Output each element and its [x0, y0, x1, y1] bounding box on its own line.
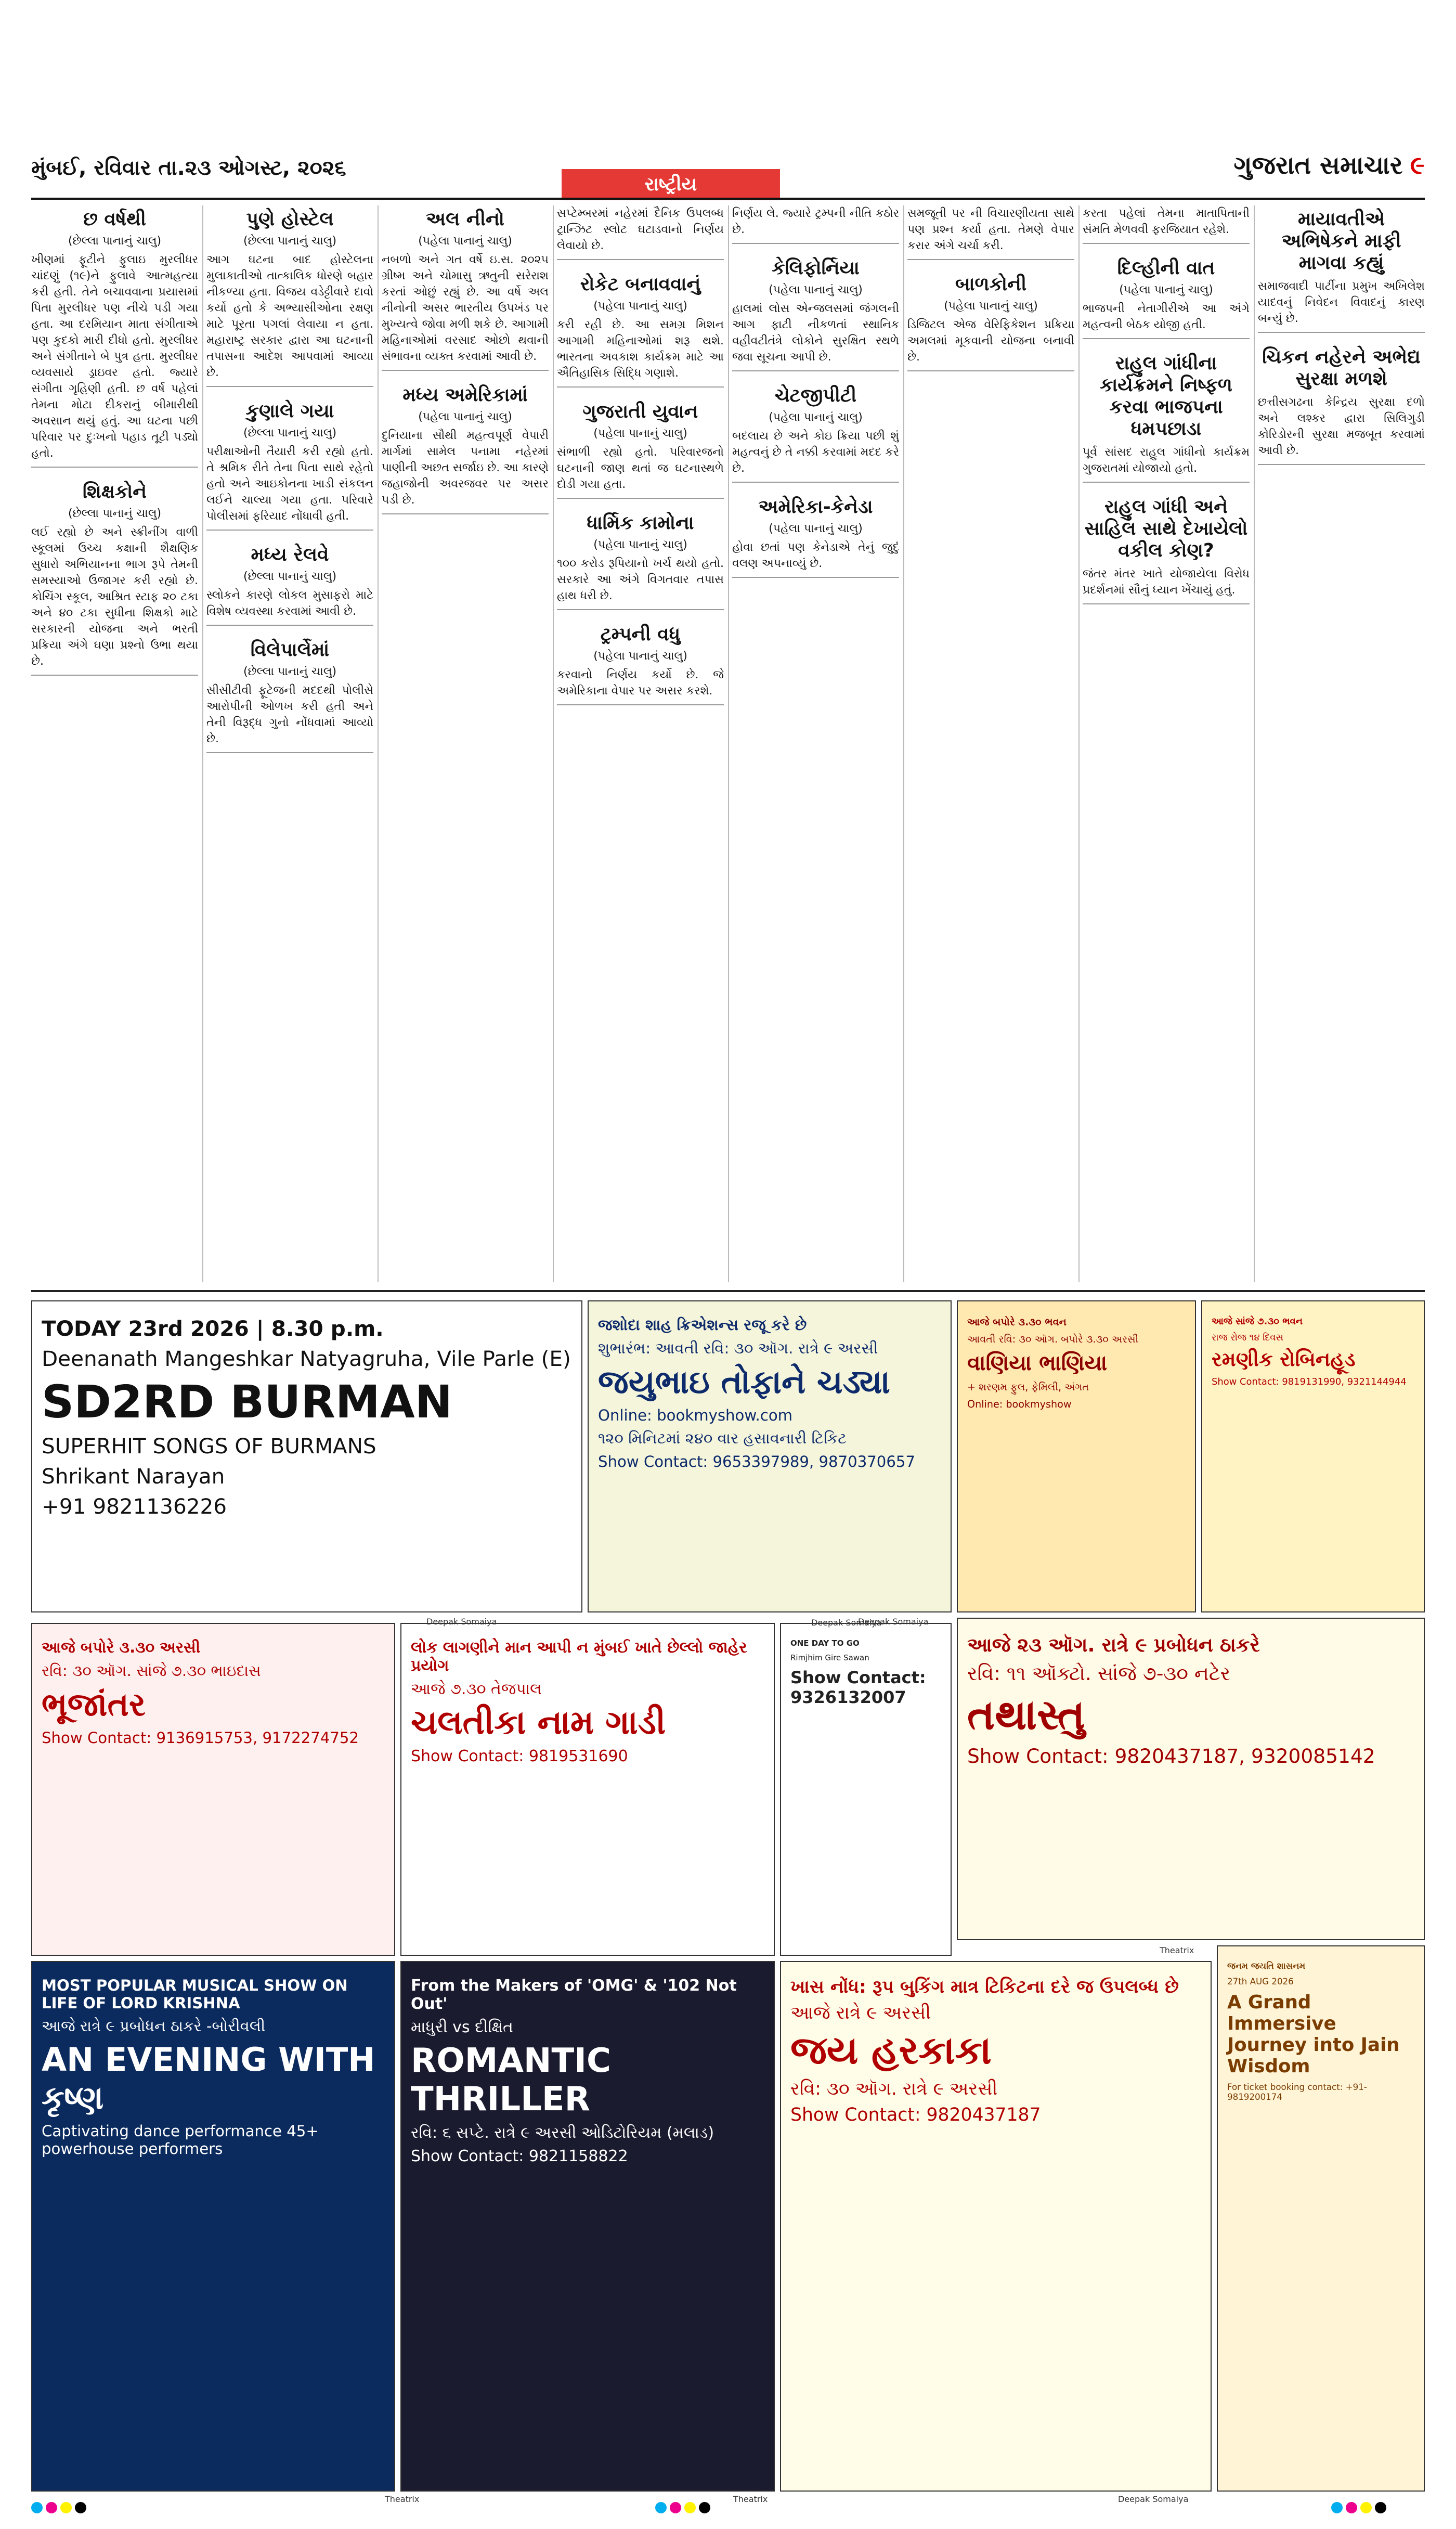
news-story — [557, 512, 724, 610]
advertisement-a8 — [780, 1623, 952, 1956]
story-headline: કેલિફોર્નિયા — [772, 257, 860, 279]
registration-dot — [1331, 2502, 1343, 2513]
news-story — [557, 274, 724, 388]
ad-text-line: આજે બપોરે ૩.૩૦ અરસી — [42, 1638, 201, 1656]
news-story — [382, 209, 549, 371]
news-story — [31, 481, 198, 676]
ad-text-line: શુભારંભ: આવતી રવિ: ૩૦ ઑગ. રાત્રે ૯ અરસી — [598, 1339, 878, 1357]
story-continuation-note: (પહેલા પાનાનું ચાલુ) — [769, 283, 863, 296]
story-divider — [557, 704, 724, 705]
ad-text-line: +91 9821136226 — [42, 1494, 227, 1519]
ad-text-line: Show Contact: 9821158822 — [411, 2147, 628, 2165]
story-body: સપ્ટેમ્બરમાં નહેરમાં દૈનિક ઉપલબ્ધ ટ્રાન્ઝિટ સ્લોટ ઘટાડવાનો નિર્ણય લેવાયો છે. — [557, 207, 724, 252]
story-headline: શિક્ષકોને — [82, 481, 147, 502]
registration-dot — [655, 2502, 667, 2513]
story-divider — [907, 370, 1074, 371]
ad-agency-credit: Deepak Somaiya — [1118, 2494, 1189, 2504]
dateline: મુંબઈ, રવિવાર તા.૨૩ ઓગસ્ટ, ૨૦૨૬ — [31, 156, 346, 180]
ad-text-line: લોક લાગણીને માન આપી ન મુંબઈ ખાતે છેલ્લો જાહેર પ્રયોગ — [411, 1638, 747, 1675]
ad-text-line: From the Makers of 'OMG' & '102 Not Out' — [411, 1977, 737, 2013]
story-continuation-note: (છેલ્લા પાનાનું ચાલુ) — [68, 507, 162, 520]
advertisement-a12 — [1217, 1945, 1425, 2492]
story-continuation-note: (છેલ્લા પાનાનું ચાલુ) — [243, 665, 337, 678]
ad-text-line: રાજ રોજ ૧૪ દિવસ — [1212, 1332, 1283, 1343]
news-column — [31, 205, 198, 1282]
ad-text-line: ૧૨૦ મિનિટમાં ૨૪૦ વાર હસાવનારી ટિકિટ — [598, 1429, 847, 1447]
registration-dot — [684, 2502, 696, 2513]
ad-text-line: જય હરકાકા — [790, 2029, 992, 2073]
news-column — [732, 205, 899, 1282]
advertisement-a7 — [400, 1623, 775, 1956]
story-headline: ધાર્મિક કામોના — [587, 512, 694, 534]
ad-text-line: Shrikant Narayan — [42, 1464, 225, 1489]
story-continuation-note: (પહેલા પાનાનું ચાલુ) — [418, 410, 512, 423]
ad-text-line: વાણિયા ભાણિયા — [967, 1350, 1108, 1375]
story-divider — [1083, 243, 1250, 244]
story-headline: પુણે હોસ્ટેલ — [246, 209, 334, 230]
news-story — [1258, 346, 1425, 465]
story-divider — [382, 513, 549, 514]
story-body: ખીણમાં ફૂટીને ફુલાઇ મુરલીધર ચાંદણું (૧૯)ને ફુલાવે આત્મહત્યા કરી હતી. તેને બચાવવાના પ્રયાસમાં પિતા મુરલીધર પણ નીચે પડી ગયા હતા. આ દરમિયાન માતા સંગીતાએ પણ કુદકો મારી દીધો હતો. મુરલીધર અને સંગીતાને બે પુત્ર હતા. મુરલીધર વ્યવસાયે ડ્રાઇવર હતો. જ્યારે સંગીતા ગૃહિણી હતી. છ વર્ષ પહેલાં તેમના મોટા દીકરાનું બીમારીથી અવસાન થયું હતું. આ ઘટના પછી પરિવાર પર દુઃખનો પહાડ તૂટી પડ્યો હતો. — [31, 253, 198, 460]
ad-text-line: Show Contact: 9326132007 — [790, 1668, 926, 1707]
registration-dot — [31, 2502, 43, 2513]
story-body: કરી રહી છે. આ સમગ્ર મિશન આગામી મહિનાઓમાં શરૂ થશે. ભારતના અવકાશ કાર્યક્રમ માટે આ ઐતિહાસિક સિદ્ધિ ગણાશે. — [557, 318, 724, 380]
advertisement-a2 — [588, 1300, 952, 1612]
ad-agency-credit: Deepak Somaiya — [858, 1617, 929, 1627]
story-body: પરીક્ષાઓની તૈયારી કરી રહ્યો હતો. તે શ્રમિક રીતે તેના પિતા સાથે રહેતો હતો અને આઇકોનના ખાડી સંકલન લઈને ચાલ્યા ગયા હતા. પરિવારે પોલીસમાં ફરિયાદ નોંધાવી હતી. — [206, 445, 373, 523]
advertisement-a4 — [1201, 1300, 1425, 1612]
story-continuation-note: (છેલ્લા પાનાનું ચાલુ) — [243, 427, 337, 440]
story-continuation-note: (પહેલા પાનાનું ચાલુ) — [418, 235, 512, 248]
news-column — [382, 205, 549, 1282]
story-continuation-note: (પહેલા પાનાનું ચાલુ) — [944, 300, 1038, 313]
advertisement-a10 — [31, 1961, 395, 2492]
ad-agency-credit: Deepak Somaiya — [811, 1618, 882, 1628]
ad-text-line: રમણીક રોબિનહૂડ — [1212, 1348, 1356, 1371]
ad-text-line: Rimjhim Gire Sawan — [790, 1653, 869, 1662]
ad-text-line: રવિ: ૬ સપ્ટે. રાત્રે ૯ અરસી ઓડિટોરિયમ (મલાડ) — [411, 2124, 714, 2142]
story-divider — [557, 259, 724, 260]
ads-divider — [31, 1290, 1425, 1292]
ad-text-line: આજે સાંજે ૭.૩૦ ભવન — [1212, 1316, 1303, 1327]
advertisement-a9 — [780, 1961, 1212, 2492]
story-body: હાલમાં લોસ એન્જલસમાં જંગલની આગ ફાટી નીકળતાં સ્થાનિક વહીવટીતંત્રે લોકોને સુરક્ષિત સ્થળે જવા સૂચના આપી છે. — [732, 302, 899, 364]
ad-text-line: માધુરી vs દીક્ષિત — [411, 2018, 513, 2036]
story-continuation-note: (પહેલા પાનાનું ચાલુ) — [769, 411, 863, 424]
story-divider — [732, 370, 899, 371]
news-column — [557, 205, 724, 1282]
story-body: હોવા છતાં પણ કેનેડાએ તેનું જુદું વલણ અપનાવ્યું છે. — [732, 541, 899, 570]
ad-text-line: Show Contact: 9819531690 — [411, 1747, 628, 1765]
story-headline: ટ્રમ્પની વધુ — [600, 624, 681, 645]
registration-mark-group — [31, 2502, 89, 2515]
news-story — [206, 401, 373, 531]
ad-text-line: જયુભાઇ તોફાને ચડ્યા — [598, 1363, 890, 1401]
ad-text-line: જશોદા શાહ ક્રિએશન્સ રજૂ કરે છે — [598, 1316, 807, 1334]
ad-text-line: For ticket booking contact: +91-9819200174 — [1227, 2082, 1367, 2102]
story-continuation-note: (પહેલા પાનાનું ચાલુ) — [593, 300, 687, 313]
ad-text-line: આજે બપોરે ૩.૩૦ ભવન — [967, 1316, 1067, 1328]
news-story — [732, 385, 899, 483]
story-divider — [557, 386, 724, 388]
news-story — [206, 544, 373, 626]
story-divider — [732, 577, 899, 578]
news-story — [1083, 257, 1250, 339]
advertisement-a11 — [400, 1961, 775, 2492]
ad-text-line: A Grand Immersive Journey into Jain Wisdom — [1227, 1992, 1400, 2077]
story-divider — [732, 243, 899, 244]
registration-mark-group — [655, 2502, 713, 2515]
story-body: ભાજપની નેતાગીરીએ આ અંગે મહત્વની બેઠક યોજી હતી. — [1083, 302, 1250, 331]
registration-dot — [699, 2502, 710, 2513]
color-registration-marks — [31, 2502, 1425, 2518]
masthead-title: ગુજરાત સમાચાર — [1233, 151, 1403, 180]
news-story — [732, 205, 899, 244]
news-story — [31, 209, 198, 468]
news-story — [206, 639, 373, 753]
ad-text-line: Show Contact: 9653397989, 9870370657 — [598, 1453, 916, 1470]
story-body: લઈ રહ્યો છે અને સ્ક્રીનીંગ વાળી સ્કૂલમાં ઉચ્ચ કક્ષાની શૈક્ષણિક સુધારો અભિયાનના ભાગ રૂપે તેમની સમસ્યાઓ ઉજાગર કરી રહ્યો છે. કોચિંગ સ્કૂલ, આશ્રિત સ્ટાફ ૨૦ ટકા અને ૪૦ ટકા સુધીના શિક્ષકો માટે સરકારની યોજના અને ભરતી પ્રક્રિયા અંગે ઘણા પ્રશ્નો ઉભા થયા છે. — [31, 526, 198, 668]
story-body: દુનિયાના સૌથી મહત્વપૂર્ણ વેપારી માર્ગમાં સામેલ પનામા નહેરમાં પાણીની અછત સર્જાઇ છે. આ કારણે જહાજોની અવરજવર પર અસર પડી છે. — [382, 429, 549, 507]
news-story — [557, 205, 724, 260]
story-headline: રાહુલ ગાંધી અને સાહિલ સાથે દેખાયેલો વકીલ કોણ? — [1084, 496, 1248, 561]
news-story — [1083, 205, 1250, 244]
ad-text-line: Show Contact: 9820437187 — [790, 2105, 1041, 2125]
story-body: નબળો અને ગત વર્ષે ઇ.સ. ૨૦૨૫ ગ્રીષ્મ અને ચોમાસુ ઋતુની સરેરાશ કરતાં ઓછું રહ્યું છે. આ વર્ષે અલ નીનોની અસર ભારતીય ઉપખંડ પર મુખ્યત્વે જોવા મળી શકે છે. આગામી મહિનાઓમાં વરસાદ ઓછો થવાની સંભાવના વ્યક્ત કરવામાં આવી છે. — [382, 253, 549, 363]
story-divider — [31, 467, 198, 468]
story-body: સ્લોકને કારણે લોકલ મુસાફરો માટે વિશેષ વ્યવસ્થા કરવામાં આવી છે. — [206, 589, 373, 618]
news-story — [1258, 209, 1425, 333]
ad-text-line: Captivating dance performance 45+ powerhouse performers — [42, 2122, 319, 2158]
story-continuation-note: (પહેલા પાનાનું ચાલુ) — [1119, 283, 1213, 296]
story-divider — [557, 609, 724, 610]
story-body: બદલાય છે અને કોઇ ક્રિયા પછી શું મહત્વનું છે તે નક્કી કરવામાં મદદ કરે છે. — [732, 430, 899, 475]
column-separator — [1078, 205, 1080, 1282]
ad-text-line: તથાસ્તુ — [967, 1691, 1085, 1739]
ad-text-line: રવિ: ૩૦ ઑગ. રાત્રે ૯ અરસી — [790, 2079, 998, 2099]
story-headline: મધ્ય અમેરિકામાં — [402, 384, 528, 406]
news-story — [907, 205, 1074, 260]
story-headline: ચેટજીપીટી — [774, 385, 857, 406]
advertisement-a1 — [31, 1300, 582, 1612]
ad-text-line: ખાસ નોંધ: રૂપ બુકિંગ માત્ર ટિકિટના દરે જ ઉપલબ્ધ છે — [790, 1977, 1179, 1997]
story-body: કરતા પહેલાં તેમના માતાપિતાની સંમતિ મેળવવી ફરજિયાત રહેશે. — [1083, 207, 1250, 236]
story-continuation-note: (છેલ્લા પાનાનું ચાલુ) — [243, 235, 337, 248]
story-headline: બાળકોની — [955, 274, 1027, 295]
story-continuation-note: (પહેલા પાનાનું ચાલુ) — [593, 427, 687, 440]
ad-text-line: SD2RD BURMAN — [42, 1376, 453, 1428]
news-story — [732, 496, 899, 578]
ad-text-line: Show Contact: 9136915753, 9172274752 — [42, 1729, 359, 1747]
registration-dot — [46, 2502, 57, 2513]
story-headline: રાહુલ ગાંધીના કાર્યક્રમને નિષ્ફળ કરવા ભાજપના ધમપછાડા — [1100, 353, 1232, 440]
story-divider — [1083, 603, 1250, 604]
news-column — [1083, 205, 1250, 1282]
advertisement-a6 — [31, 1623, 395, 1956]
story-continuation-note: (પહેલા પાનાનું ચાલુ) — [769, 522, 863, 535]
story-continuation-note: (પહેલા પાનાનું ચાલુ) — [593, 538, 687, 551]
story-body: ૧૦૦ કરોડ રૂપિયાનો ખર્ચ થયો હતો. સરકારે આ અંગે વિગતવાર તપાસ હાથ ધરી છે. — [557, 557, 724, 602]
story-body: ડિજિટલ એજ વેરિફિકેશન પ્રક્રિયા અમલમાં મૂકવાની યોજના બનાવી છે. — [907, 318, 1074, 364]
header-rule — [31, 198, 1425, 200]
story-divider — [907, 259, 1074, 260]
ad-text-line: 27th AUG 2026 — [1227, 1977, 1294, 1986]
story-divider — [382, 370, 549, 371]
section-label: રાષ્ટ્રીય — [562, 169, 780, 200]
newspaper-page — [31, 0, 1425, 2529]
story-body: સમજૂતી પર ની વિચારણીયતા સાથે પણ પ્રશ્ન કર્યા હતા. તેમણે વેપાર કરાર અંગે ચર્ચા કરી. — [907, 207, 1074, 252]
ad-text-line: ONE DAY TO GO — [790, 1638, 860, 1648]
ad-text-line: MOST POPULAR MUSICAL SHOW ON LIFE OF LORD KRISHNA — [42, 1977, 348, 2012]
story-divider — [1083, 482, 1250, 483]
ad-agency-credit: Deepak Somaiya — [426, 1617, 497, 1627]
column-separator — [202, 205, 203, 1282]
column-separator — [1254, 205, 1255, 1282]
column-separator — [553, 205, 554, 1282]
ad-text-line: Online: bookmyshow — [967, 1398, 1072, 1410]
ad-agency-credit: Theatrix — [385, 2494, 420, 2504]
news-story — [206, 209, 373, 387]
news-story — [907, 274, 1074, 371]
story-divider — [206, 625, 373, 626]
story-continuation-note: (છેલ્લા પાનાનું ચાલુ) — [68, 235, 162, 248]
story-divider — [732, 482, 899, 483]
story-headline: માયાવતીએ અભિષેકને માફી માગવા કહ્યું — [1281, 209, 1401, 274]
story-headline: મધ્ય રેલવે — [251, 544, 329, 565]
story-body: આગ ઘટના બાદ હોસ્ટેલના મુલાકાતીઓ તાત્કાલિક ધોરણે બહાર નીકળ્યા હતા. વિજય વડેટ્ટીવારે દાવો કર્યો હતો કે અભ્યાસીઓના રક્ષણ માટે પૂરતા પગલાં લેવાયા ન હતા. મહારાષ્ટ્ર સરકાર દ્વારા આ ઘટનાની તપાસના આદેશ આપવામાં આવ્યા છે. — [206, 253, 373, 379]
story-divider — [1258, 332, 1425, 333]
ad-text-line: આજે ૭.૩૦ તેજપાલ — [411, 1680, 542, 1698]
news-column — [206, 205, 373, 1282]
story-divider — [31, 675, 198, 676]
story-headline: રોકેટ બનાવવાનું — [580, 274, 701, 295]
story-continuation-note: (પહેલા પાનાનું ચાલુ) — [593, 650, 687, 663]
ad-text-line: SUPERHIT SONGS OF BURMANS — [42, 1434, 376, 1459]
story-headline: દિલ્હીની વાત — [1117, 257, 1215, 279]
news-story — [732, 257, 899, 371]
advertisement-a3 — [957, 1300, 1196, 1612]
column-separator — [903, 205, 904, 1282]
story-body: પૂર્વ સાંસદ રાહુલ ગાંધીનો કાર્યક્રમ ગુજરાતમાં યોજાયો હતો. — [1083, 446, 1250, 475]
news-story — [1083, 496, 1250, 604]
ad-agency-credit: Theatrix — [733, 2494, 768, 2504]
ad-text-line: આવતી રવિ: ૩૦ ઑગ. બપોરે ૩.૩૦ અરસી — [967, 1333, 1139, 1345]
ad-text-line: Deenanath Mangeshkar Natyagruha, Vile Parle (E) — [42, 1346, 571, 1371]
news-story — [1083, 353, 1250, 483]
news-column — [907, 205, 1074, 1282]
story-divider — [206, 752, 373, 753]
registration-mark-group — [1331, 2502, 1389, 2515]
story-body: છત્તીસગઢના કેન્દ્રિય સુરક્ષા દળો અને લશ્કર દ્વારા સિલિગુડી કોરિડોરની સુરક્ષા મજબૂત કરવામાં આવી છે. — [1258, 396, 1425, 457]
registration-dot — [670, 2502, 681, 2513]
news-story — [382, 384, 549, 514]
story-body: સંભાળી રહ્યો હતો. પરિવારજનો ઘટનાની જાણ થતાં જ ઘટનાસ્થળે દોડી ગયા હતા. — [557, 446, 724, 491]
advertisement-a5 — [957, 1618, 1425, 1940]
story-body: સમાજવાદી પાર્ટીના પ્રમુખ અખિલેશ યાદવનું નિવેદન વિવાદનું કારણ બન્યું છે. — [1258, 280, 1425, 325]
registration-dot — [1346, 2502, 1357, 2513]
ad-text-line: આજે રાત્રે ૯ પ્રબોધન ઠાકરે -બોરીવલી — [42, 2017, 266, 2035]
story-headline: કુણાલે ગયા — [245, 401, 334, 422]
news-story — [557, 624, 724, 705]
ad-text-line: જનમ જયતિ શાસનમ — [1227, 1961, 1306, 1971]
ad-text-line: + શરણમ ફુલ, ફેમિલી, અંગત — [967, 1381, 1089, 1393]
story-headline: અમેરિકા-કેનેડા — [758, 496, 873, 518]
ad-text-line: TODAY 23rd 2026 | 8.30 p.m. — [42, 1316, 384, 1341]
column-separator — [378, 205, 379, 1282]
ad-text-line: AN EVENING WITH કૃષ્ણ — [42, 2041, 375, 2117]
story-divider — [557, 498, 724, 499]
registration-dot — [75, 2502, 86, 2513]
ad-text-line: રવિ: ૩૦ ઑગ. સાંજે ૭.૩૦ ભાઇદાસ — [42, 1662, 261, 1680]
ad-text-line: આજે ૨૩ ઑગ. રાત્રે ૯ પ્રબોધન ઠાકરે — [967, 1633, 1260, 1656]
ad-text-line: રવિ: ૧૧ ઑક્ટો. સાંજે ૭-૩૦ નટેર — [967, 1662, 1230, 1685]
story-headline: છ વર્ષથી — [83, 209, 146, 230]
story-body: કરવાનો નિર્ણય કર્યો છે. જે અમેરિકાના વેપાર પર અસર કરશે. — [557, 668, 724, 698]
ad-text-line: Online: bookmyshow.com — [598, 1407, 793, 1424]
story-divider — [1083, 338, 1250, 339]
story-body: સીસીટીવી ફૂટેજની મદદથી પોલીસે આરોપીની ઓળખ કરી હતી અને તેની વિરૂદ્ધ ગુનો નોંધવામાં આવ્યો છે. — [206, 684, 373, 745]
column-separator — [728, 205, 729, 1282]
ad-text-line: ROMANTIC THRILLER — [411, 2042, 611, 2119]
ad-agency-credit: Theatrix — [1160, 1945, 1194, 1955]
registration-dot — [1360, 2502, 1372, 2513]
story-headline: અલ નીનો — [426, 209, 504, 230]
registration-dot — [60, 2502, 72, 2513]
registration-dot — [1375, 2502, 1386, 2513]
story-divider — [1258, 464, 1425, 465]
ad-text-line: ભૂજાંતર — [42, 1685, 146, 1723]
masthead — [1234, 151, 1425, 180]
news-story — [557, 401, 724, 499]
ad-text-line: Show Contact: 9820437187, 9320085142 — [967, 1745, 1375, 1767]
story-headline: ગુજરાતી યુવાન — [582, 401, 698, 422]
news-column — [1258, 205, 1425, 1282]
ad-text-line: Show Contact: 9819131990, 9321144944 — [1212, 1376, 1407, 1387]
story-headline: ચિકન નહેરને અભેદ્ય સુરક્ષા મળશે — [1262, 346, 1421, 390]
story-continuation-note: (છેલ્લા પાનાનું ચાલુ) — [243, 570, 337, 583]
ad-text-line: આજે રાત્રે ૯ અરસી — [790, 2003, 931, 2023]
page-number: ૯ — [1410, 151, 1425, 180]
story-divider — [206, 386, 373, 387]
story-divider — [206, 530, 373, 531]
story-body: નિર્ણય લે. જ્યારે ટ્રમ્પની નીતિ કઠોર છે. — [732, 207, 899, 236]
story-headline: વિલેપાર્લેમાં — [250, 639, 330, 661]
story-body: જંતર મંતર ખાતે યોજાયેલા વિરોધ પ્રદર્શનમાં સૌનું ધ્યાન ખેંચાયું હતું. — [1083, 567, 1250, 597]
ad-text-line: ચલતીકા નામ ગાડી — [411, 1704, 666, 1742]
